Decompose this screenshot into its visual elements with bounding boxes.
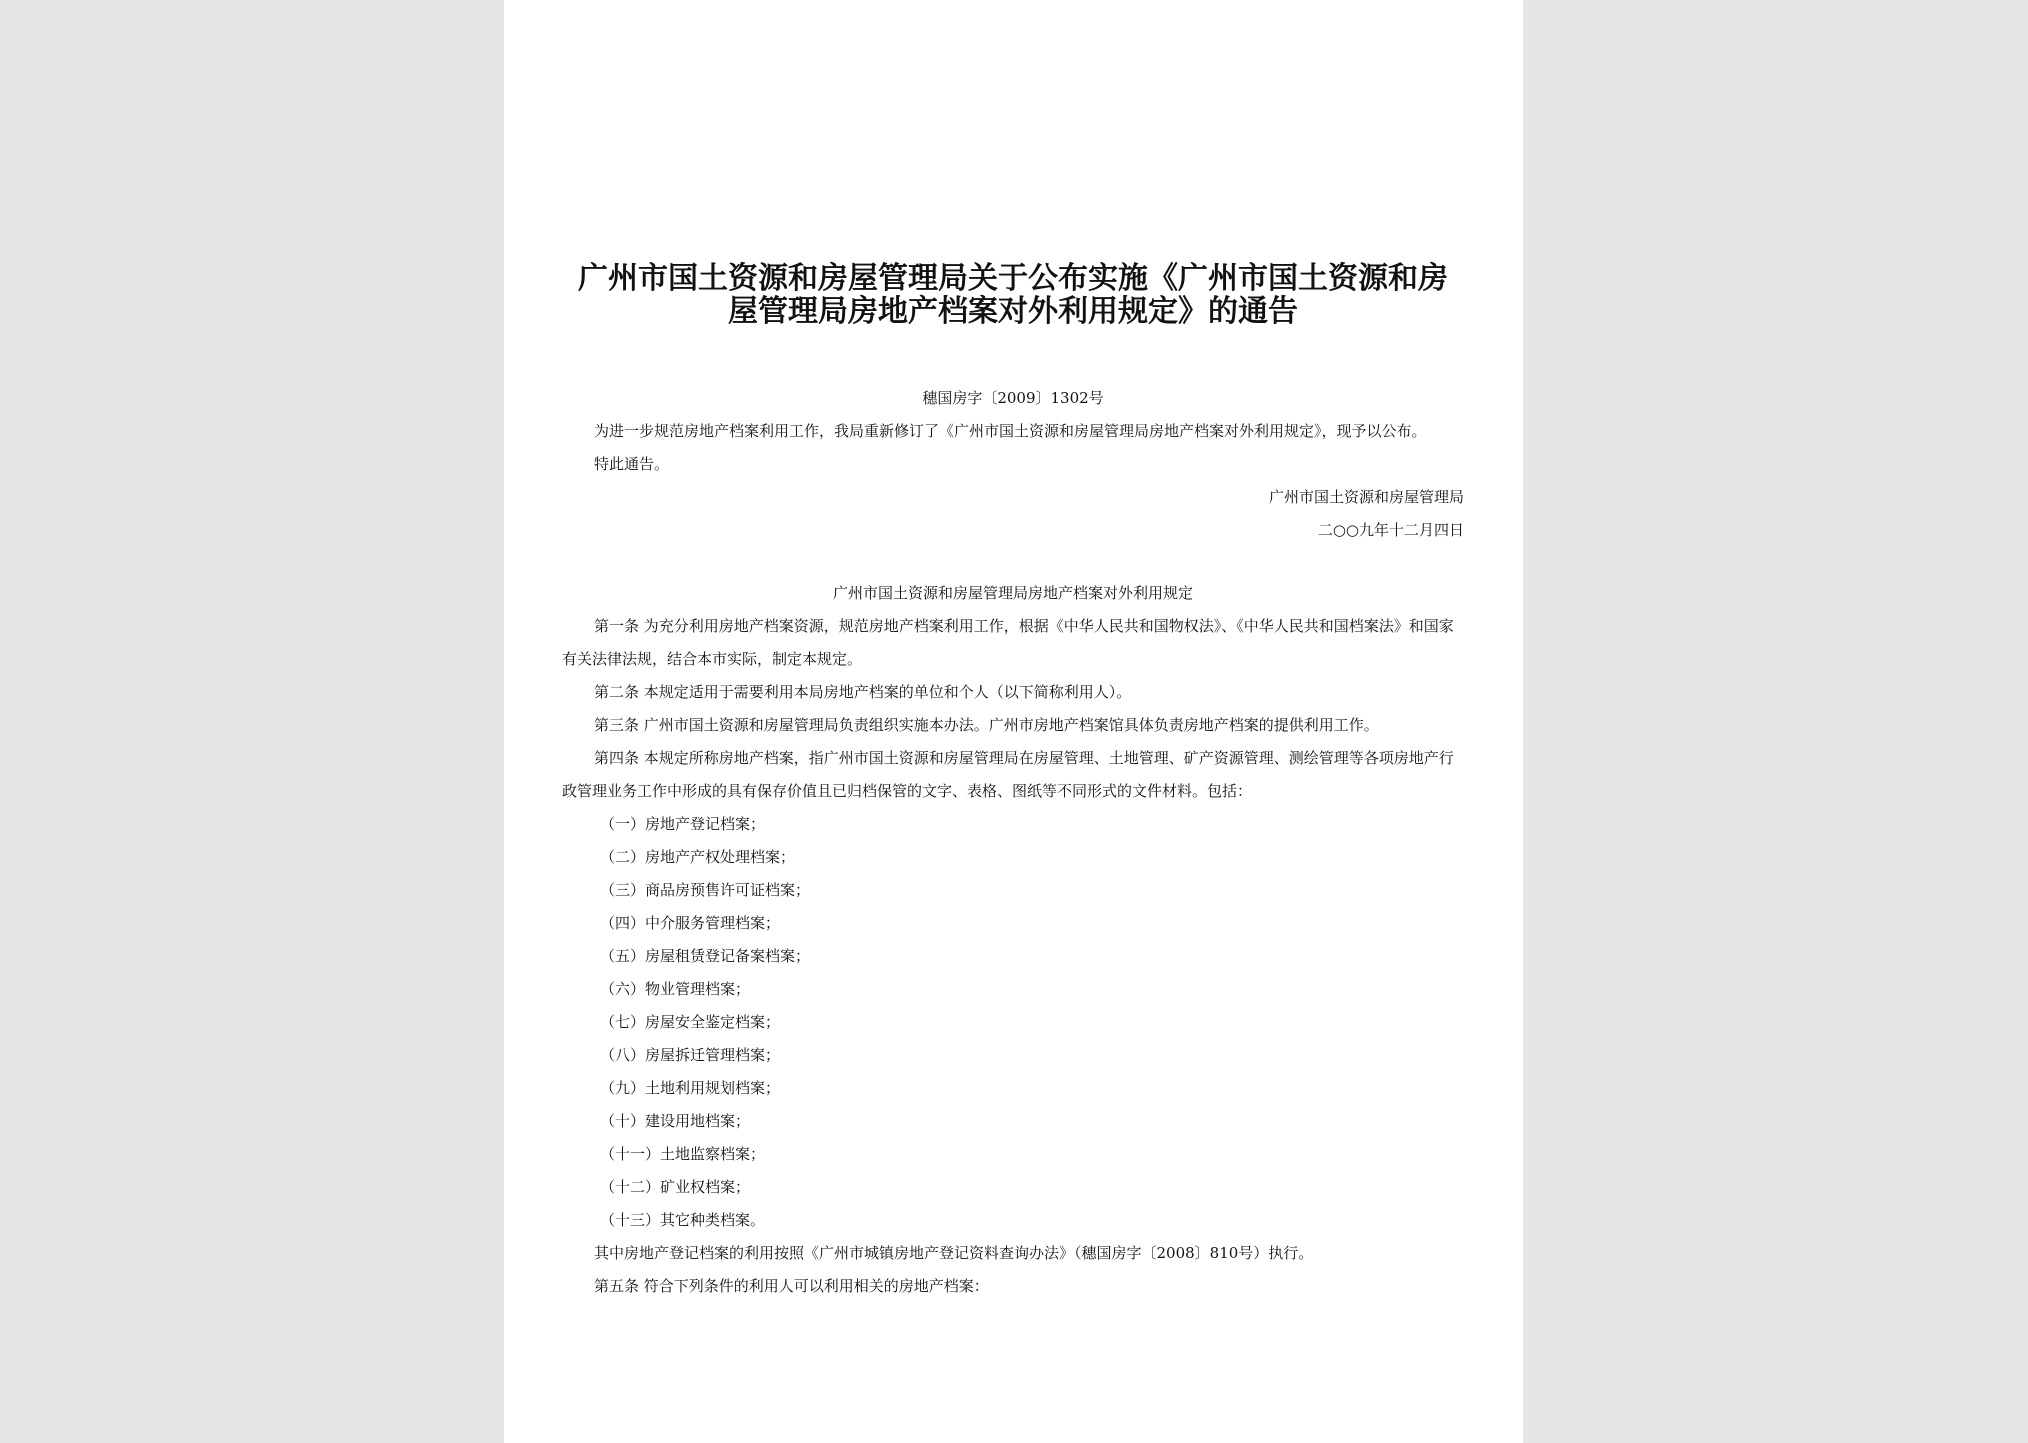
intro-paragraph: 为进一步规范房地产档案利用工作，我局重新修订了《广州市国土资源和房屋管理局房地产档案对外利用规定》，现予以公布。 xyxy=(594,422,1427,440)
section-gap xyxy=(562,547,1464,577)
list-item: （三）商品房预售许可证档案； xyxy=(600,881,811,899)
list-item: （一）房地产登记档案； xyxy=(600,815,766,833)
article-3: 第三条 广州市国土资源和房屋管理局负责组织实施本办法。广州市房地产档案馆具体负责房地产档案的提供利用工作。 xyxy=(594,716,1379,734)
issuer-signature: 广州市国土资源和房屋管理局 xyxy=(1268,488,1464,506)
list-item: （十二）矿业权档案； xyxy=(600,1178,751,1196)
article-4: 第四条 本规定所称房地产档案，指广州市国土资源和房屋管理局在房屋管理、土地管理、矿产资源管理、测绘管理等各项房地产行政管理业务工作中形成的具有保存价值且已归档保管的文字、表格、图纸等不同形式的文件材料。包括： xyxy=(562,749,1454,800)
regulation-title: 广州市国土资源和房屋管理局房地产档案对外利用规定 xyxy=(832,584,1193,602)
list-item: （六）物业管理档案； xyxy=(600,980,751,998)
document-page xyxy=(504,0,1523,1443)
document-number: 穗国房字〔2009〕1302号 xyxy=(922,389,1104,407)
list-item: （十三）其它种类档案。 xyxy=(600,1211,766,1229)
list-item: （五）房屋租赁登记备案档案； xyxy=(600,947,811,965)
notice-line: 特此通告。 xyxy=(594,455,670,473)
list-item: （二）房地产产权处理档案； xyxy=(600,848,796,866)
registration-archive-note: 其中房地产登记档案的利用按照《广州市城镇房地产登记资料查询办法》（穗国房字〔2008〕810号）执行。 xyxy=(594,1244,1314,1262)
issue-date: 二○○九年十二月四日 xyxy=(1317,521,1464,539)
list-item: （十）建设用地档案； xyxy=(600,1112,751,1130)
article-5: 第五条 符合下列条件的利用人可以利用相关的房地产档案： xyxy=(594,1277,989,1295)
list-item: （十一）土地监察档案； xyxy=(600,1145,766,1163)
list-item: （八）房屋拆迁管理档案； xyxy=(600,1046,781,1064)
document-title: 广州市国土资源和房屋管理局关于公布实施《广州市国土资源和房屋管理局房地产档案对外利用规定》的通告 xyxy=(578,261,1448,329)
list-item: （四）中介服务管理档案； xyxy=(600,914,781,932)
list-item: （九）土地利用规划档案； xyxy=(600,1079,781,1097)
article-1: 第一条 为充分利用房地产档案资源，规范房地产档案利用工作，根据《中华人民共和国物权法》、《中华人民共和国档案法》和国家有关法律法规，结合本市实际，制定本规定。 xyxy=(562,617,1454,668)
list-item: （七）房屋安全鉴定档案； xyxy=(600,1013,781,1031)
archive-type-list xyxy=(562,808,1464,1237)
article-2: 第二条 本规定适用于需要利用本局房地产档案的单位和个人（以下简称利用人）。 xyxy=(594,683,1132,701)
document-content xyxy=(562,262,1464,1303)
